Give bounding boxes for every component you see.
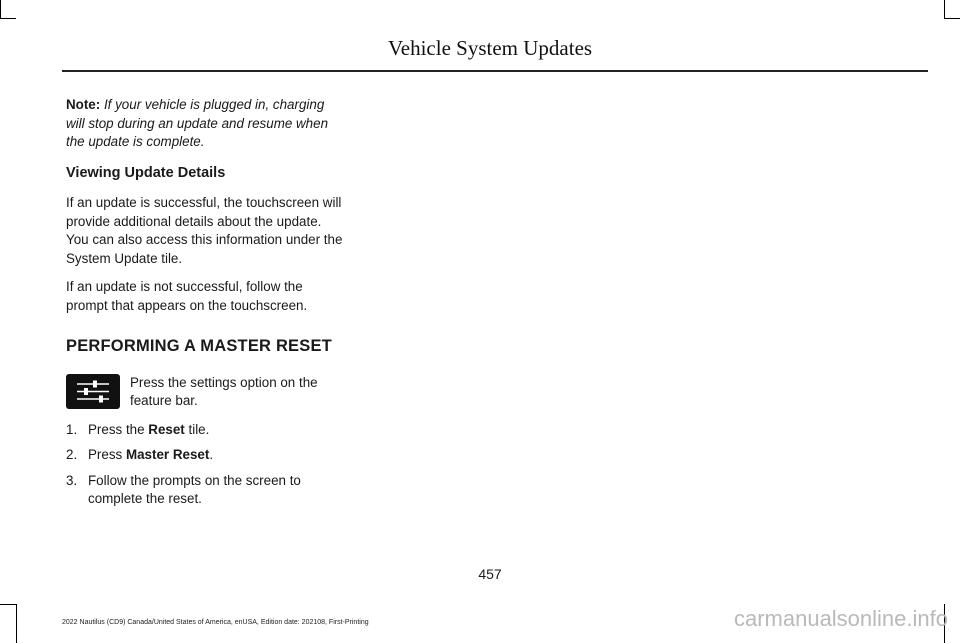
viewing-paragraph-1: If an update is successful, the touchscreen will provide additional details about the update. You can also access this information under the System Update tile. (66, 195, 343, 266)
header-divider (62, 70, 928, 72)
settings-instruction (66, 374, 346, 411)
crop-mark (944, 0, 945, 18)
reset-steps (66, 421, 346, 509)
crop-mark (16, 604, 17, 643)
crop-mark (0, 18, 16, 19)
viewing-paragraph-2: If an update is not successful, follow the prompt that appears on the touchscreen. (66, 279, 308, 313)
reset-heading: PERFORMING A MASTER RESET (66, 337, 332, 355)
step-number: 2. (66, 447, 78, 462)
step-text: Press Master Reset. (88, 447, 214, 462)
list-item (66, 421, 346, 440)
step-text: Follow the prompts on the screen to complete the reset. (88, 472, 301, 506)
crop-mark (944, 18, 960, 19)
settings-instruction-text: Press the settings option on the feature bar. (130, 374, 318, 408)
viewing-heading: Viewing Update Details (66, 164, 226, 181)
list-item (66, 446, 346, 465)
step-number: 3. (66, 472, 78, 488)
note-text: If your vehicle is plugged in, charging will stop during an update and resume when the update is complete. (66, 97, 329, 149)
note-label: Note: (66, 97, 101, 112)
list-item (66, 472, 346, 509)
step-number: 1. (66, 421, 78, 437)
content-column (66, 96, 346, 516)
crop-mark (0, 0, 1, 18)
step-text: Press the Reset tile. (88, 421, 210, 437)
watermark: carmanualsonline.info (733, 606, 948, 631)
page-number: 457 (478, 566, 502, 582)
note-paragraph (66, 96, 346, 152)
settings-sliders-icon (66, 374, 120, 409)
page-title: Vehicle System Updates (387, 36, 593, 60)
footer-edition-info: 2022 Nautilus (CD9) Canada/United States of America, enUSA, Edition date: 202108, First-Printing (62, 619, 369, 626)
crop-mark (0, 604, 16, 605)
